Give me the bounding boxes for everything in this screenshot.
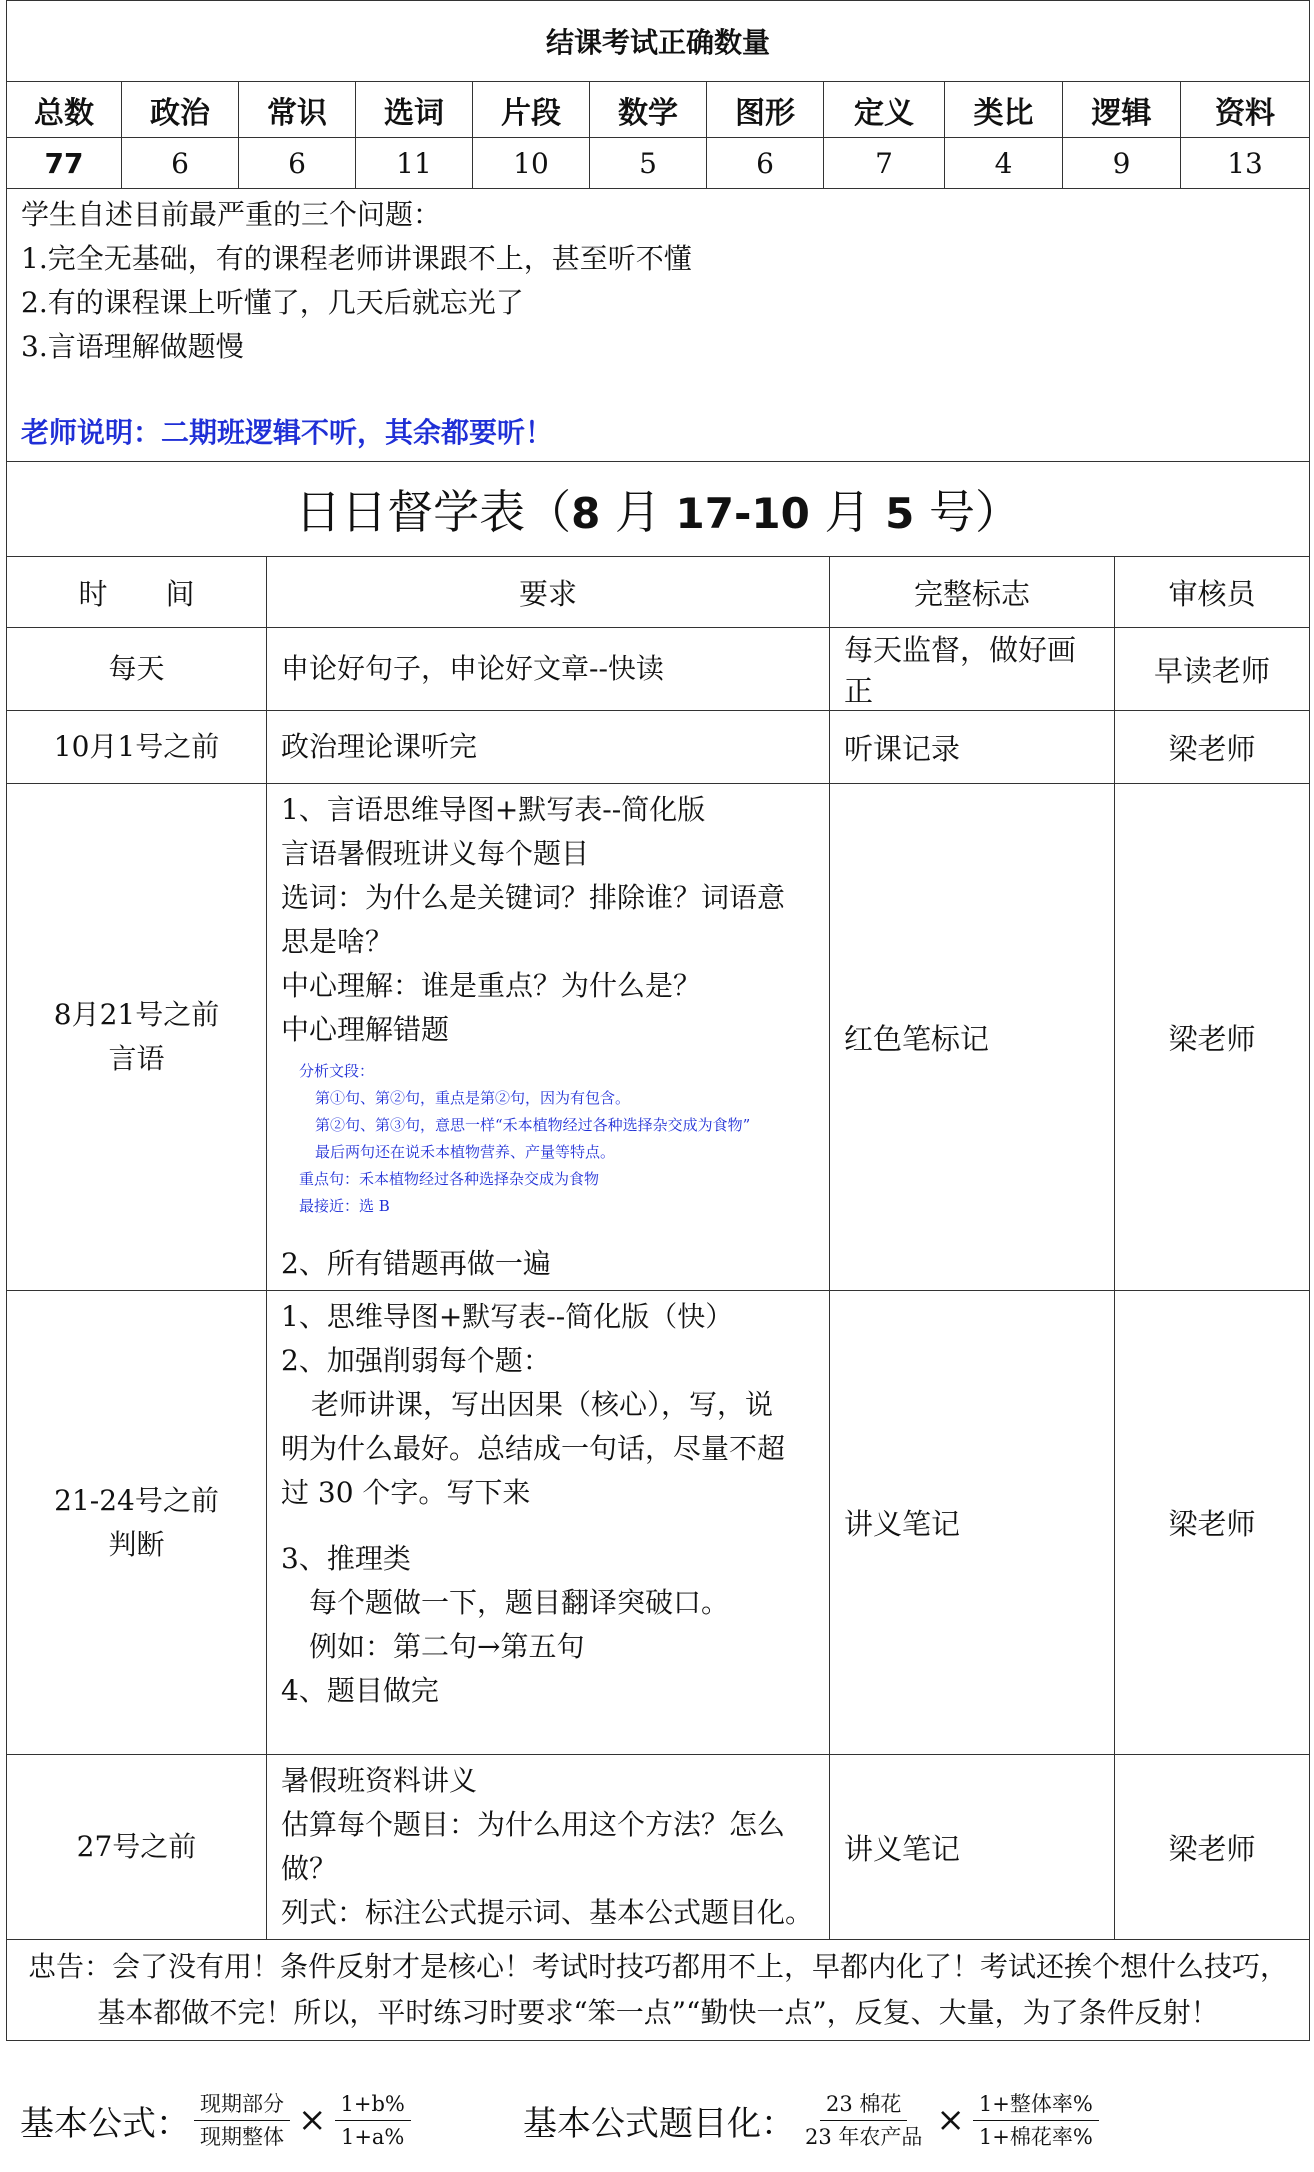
title-range: 17-10 <box>675 489 810 538</box>
row-time-line: 判断 <box>108 1527 165 1561</box>
annotation-focus: 重点句：禾本植物经过各种选择杂交成为食物 <box>299 1170 600 1188</box>
document <box>6 0 1309 2041</box>
row-requirement <box>267 1291 830 1755</box>
col-header-completion: 完整标志 <box>830 557 1115 628</box>
exam-value-cell: 10 <box>473 138 590 189</box>
schedule-title <box>7 462 1310 557</box>
fraction-denominator: 1+棉花率% <box>978 2124 1093 2149</box>
row-time <box>7 784 267 1291</box>
exam-header-cell: 选词 <box>356 82 473 138</box>
title-date1: 8 <box>571 489 601 538</box>
fraction <box>194 2088 290 2153</box>
exam-header-cell: 常识 <box>239 82 356 138</box>
row-reviewer: 梁老师 <box>1115 784 1310 1291</box>
title-prefix: 日日督学表（ <box>295 485 572 539</box>
exam-total-value: 77 <box>7 138 122 189</box>
fraction-numerator: 现期部分 <box>194 2088 290 2121</box>
row-time <box>7 1755 267 1940</box>
exam-value-cell: 13 <box>1181 138 1310 189</box>
requirement-line: 中心理解错题 <box>281 1013 450 1046</box>
requirement-line: 思是啥？ <box>281 925 394 958</box>
formula-area <box>0 2070 1314 2170</box>
analysis-annotation <box>281 1052 815 1242</box>
fraction-denominator: 现期整体 <box>200 2124 284 2149</box>
exam-header-cell: 数学 <box>590 82 707 138</box>
times-sign: × <box>298 2100 327 2140</box>
requirement-line: 2、加强削弱每个题： <box>281 1344 551 1377</box>
requirement-line: 暑假班资料讲义 <box>281 1764 478 1797</box>
exam-header-cell: 片段 <box>473 82 590 138</box>
exam-header-cell: 资料 <box>1181 82 1310 138</box>
exam-values-row <box>7 138 1310 189</box>
fraction-numerator: 1+整体率% <box>973 2088 1099 2121</box>
row-reviewer: 早读老师 <box>1115 628 1310 711</box>
requirement-spacer <box>281 1515 815 1537</box>
row-requirement <box>267 784 830 1291</box>
annotation-line: 第①句、第②句，重点是第②句，因为有包含。 <box>315 1089 631 1107</box>
notes-item: 2.有的课程课上听懂了，几天后就忘光了 <box>21 286 524 319</box>
row-time-line: 21-24号之前 <box>54 1483 219 1517</box>
annotation-answer: 最接近：选 B <box>299 1197 390 1215</box>
title-suffix: 号） <box>928 485 1021 539</box>
teacher-note: 老师说明：二期班逻辑不听，其余都要听！ <box>21 416 554 449</box>
exam-header-cell: 政治 <box>122 82 239 138</box>
row-time <box>7 711 267 784</box>
notes-spacer <box>21 369 1295 411</box>
table-row <box>7 628 1310 711</box>
row-requirement <box>267 711 830 784</box>
row-time-line: 8月21号之前 <box>53 998 220 1031</box>
formula-label: 基本公式题目化： <box>523 2103 795 2144</box>
notes-heading: 学生自述目前最严重的三个问题： <box>21 198 442 231</box>
exam-table <box>6 0 1310 462</box>
col-header-time: 时 间 <box>7 557 267 628</box>
exam-value-cell: 11 <box>356 138 473 189</box>
col-header-requirement: 要求 <box>267 557 830 628</box>
requirement-line: 言语暑假班讲义每个题目 <box>281 837 590 870</box>
exam-value-cell: 6 <box>239 138 356 189</box>
row-reviewer: 梁老师 <box>1115 711 1310 784</box>
requirement-line: 列式：标注公式提示词、基本公式题目化。 <box>281 1896 814 1929</box>
requirement-line: 选词：为什么是关键词？排除谁？词语意 <box>281 881 786 914</box>
exam-value-cell: 6 <box>122 138 239 189</box>
schedule-header-row <box>7 557 1310 628</box>
exam-value-cell: 6 <box>707 138 824 189</box>
col-header-reviewer: 审核员 <box>1115 557 1310 628</box>
exam-header-cell: 总数 <box>7 82 122 138</box>
formula-label: 基本公式： <box>20 2103 190 2144</box>
row-time-line: 言语 <box>108 1042 165 1075</box>
annotation-line: 最后两句还在说禾本植物营养、产量等特点。 <box>315 1143 616 1161</box>
exam-value-cell: 4 <box>945 138 1063 189</box>
table-row <box>7 1755 1310 1940</box>
row-completion: 每天监督，做好画正 <box>830 628 1115 711</box>
row-completion: 讲义笔记 <box>830 1755 1115 1940</box>
student-notes <box>7 189 1310 462</box>
title-month2: 月 <box>824 485 871 539</box>
row-time-line: 每天 <box>108 652 165 685</box>
notes-item: 1.完全无基础，有的课程老师讲课跟不上，甚至听不懂 <box>21 242 692 275</box>
table-row <box>7 711 1310 784</box>
annotation-title: 分析文段： <box>299 1062 375 1080</box>
fraction <box>799 2088 928 2153</box>
row-reviewer: 梁老师 <box>1115 1755 1310 1940</box>
exam-header-cell: 图形 <box>707 82 824 138</box>
requirement-line: 4、题目做完 <box>281 1674 439 1707</box>
requirement-line: 例如：第二句→第五句 <box>309 1630 585 1663</box>
exam-value-cell: 9 <box>1063 138 1181 189</box>
exam-value-cell: 7 <box>824 138 945 189</box>
annotation-line: 第②句、第③句，意思一样“禾本植物经过各种选择杂交成为食物” <box>315 1116 751 1134</box>
requirement-line: 1、思维导图+默写表--简化版（快） <box>281 1300 734 1333</box>
requirement-line: 做？ <box>281 1852 338 1885</box>
fraction-numerator: 1+b% <box>335 2088 411 2121</box>
title-date2: 5 <box>885 489 915 538</box>
row-completion: 红色笔标记 <box>830 784 1115 1291</box>
requirement-line: 申论好句子，申论好文章--快读 <box>281 652 664 685</box>
row-requirement <box>267 1755 830 1940</box>
requirement-line: 政治理论课听完 <box>281 730 478 763</box>
row-time <box>7 1291 267 1755</box>
row-time-line: 27号之前 <box>76 1830 197 1863</box>
schedule-table <box>6 462 1310 2041</box>
table-row <box>7 784 1310 1291</box>
requirement-line: 老师讲课，写出因果（核心），写，说 <box>311 1388 774 1421</box>
advice-note <box>7 1940 1310 2041</box>
applied-formula <box>523 2070 1103 2170</box>
requirement-line: 明为什么最好。总结成一句话，尽量不超 <box>281 1432 786 1465</box>
exam-header-cell: 逻辑 <box>1063 82 1181 138</box>
fraction <box>973 2088 1099 2153</box>
fraction-denominator: 23 年农产品 <box>805 2124 923 2149</box>
times-sign: × <box>936 2100 965 2140</box>
requirement-line: 每个题做一下，题目翻译突破口。 <box>309 1586 730 1619</box>
row-reviewer: 梁老师 <box>1115 1291 1310 1755</box>
notes-item: 3.言语理解做题慢 <box>21 330 244 363</box>
row-time-line: 10月1号之前 <box>53 730 220 763</box>
fraction <box>335 2088 411 2153</box>
exam-title: 结课考试正确数量 <box>7 1 1310 82</box>
row-requirement <box>267 628 830 711</box>
requirement-line: 1、言语思维导图+默写表--简化版 <box>281 793 706 826</box>
basic-formula <box>20 2070 415 2170</box>
advice-line: 忠告：会了没有用！条件反射才是核心！考试时技巧都用不上，早都内化了！考试还挨个想什么技巧， <box>28 1950 1289 1983</box>
requirement-line: 3、推理类 <box>281 1542 411 1575</box>
fraction-denominator: 1+a% <box>340 2124 405 2149</box>
exam-header-cell: 类比 <box>945 82 1063 138</box>
requirement-line: 估算每个题目：为什么用这个方法？怎么 <box>281 1808 786 1841</box>
requirement-line: 中心理解：谁是重点？为什么是？ <box>281 969 702 1002</box>
requirement-line: 过 30 个字。写下来 <box>281 1476 531 1509</box>
exam-value-cell: 5 <box>590 138 707 189</box>
fraction-numerator: 23 棉花 <box>820 2088 907 2121</box>
advice-line: 基本都做不完！所以，平时练习时要求“笨一点”“勤快一点”，反复、大量，为了条件反射！ <box>97 1996 1219 2029</box>
row-time <box>7 628 267 711</box>
table-row <box>7 1291 1310 1755</box>
title-month1: 月 <box>614 485 661 539</box>
row-completion: 讲义笔记 <box>830 1291 1115 1755</box>
exam-header-row <box>7 82 1310 138</box>
requirement-line: 2、所有错题再做一遍 <box>281 1247 551 1280</box>
exam-header-cell: 定义 <box>824 82 945 138</box>
row-completion: 听课记录 <box>830 711 1115 784</box>
